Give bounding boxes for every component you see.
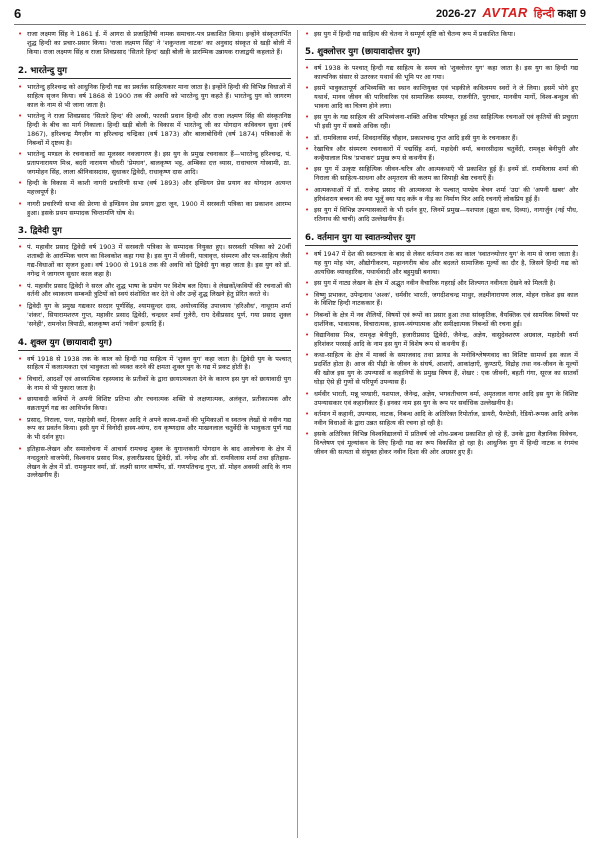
item-text: इसमें भावुकतापूर्ण अभिव्यक्ति का स्थान कान्तियुक्त एवं भड़कीले कवित्वमय स्वरों ने ले लिया। इसमें भोगे हुए यथार्थ, मानव जीवन की पारिवारिक एवं सामाजिक समस्या, राजनीति, पुराचार, मानवीय मार्गो, विश्व-बन्धुत्व की भावना आदि का चित्रण होने लगा। (314, 84, 578, 111)
brand-line (436, 5, 586, 21)
avtar-logo: AVTAR (482, 5, 528, 20)
list-item (305, 311, 578, 329)
list-item (18, 30, 291, 57)
item-text: वर्ष 1947 में देश की स्वतन्त्रता के बाद से लेकर वर्तमान तक का काल 'स्वातन्त्र्योत्तर युग' के नाम से जाना जाता है। यह युग मोह भंग, औद्योगीकरण, महानगरीय बोध और बदलते सामाजिक मूल्यों का दौर है, जिसने हिन्दी गद्य को अत्यधिक व्यावहारिक, यथार्थवादी और बहुमुखी बनाया। (314, 249, 578, 276)
year-label: 2026-27 (435, 8, 477, 20)
item-text: इस युग में विभिन्न उपन्यासकारों के भी दर्शन हुए, जिनमें प्रमुख—यशपाल (झूठा सच, दिव्या), नागार्जुन (नई पौध, रतिनाथ की चाची) आदि उल्लेखनीय हैं। (314, 206, 578, 223)
item-text: भारतेन्दु हरिश्चन्द्र को आधुनिक हिन्दी गद्य का प्रवर्तक साहित्यकार माना जाता है। इन्होंने हिन्दी की विभिन्न विधाओं में साहित्य सृजन किया। वर्ष 1868 से 1900 तक की अवधि को भारतेन्दु युग कहते हैं। भारतेन्दु युग को जागरण काल के नाम से भी जाना जाता है। (27, 82, 291, 109)
bullet-icon: • (305, 113, 310, 122)
list-item (18, 243, 291, 279)
section-heading-shukla: 4. शुक्ल युग (छायावादी युग) (18, 338, 291, 351)
list-item (18, 83, 291, 110)
class-label: कक्षा 9 (557, 8, 586, 20)
bullet-icon: • (305, 310, 310, 319)
header-rule (14, 24, 586, 25)
column-divider (297, 30, 298, 838)
item-text: इस युग में उत्कृष्ट साहित्यिक जीवन-चरित्र और आत्मकथाएँ भी प्रकाशित हुई हैं। इनमें डॉ. रामविलास शर्मा की निराला की साहित्य-साधना और अमृतराय की कलम का सिपाही श्रेष्ठ रचनाएँ हैं। (314, 165, 578, 183)
list-item (18, 200, 291, 218)
item-text: आत्मकथाओं में डॉ. राजेन्द्र प्रसाद की आत्मकथा के पश्चात् पाण्डेय बेचन शर्मा 'उग्र' की 'अपनी खबर' और हरिवंशराय बच्चन की क्या भूलूँ क्या याद करूँ व नीड़ का निर्माण फिर आदि रचनाएँ लोकप्रिय हुई हैं। (314, 185, 578, 203)
item-text: इस युग में नाट्य लेखन के क्षेत्र में अद्भुत नवीन वैचारिक गहराई और शिल्पगत नवीनता देखने को मिलती है। (314, 279, 556, 288)
bullet-icon: • (305, 133, 310, 142)
item-text: वर्तमान में कहानी, उपन्यास, नाटक, निबन्ध आदि के अतिरिक्त रिपोर्ताज, डायरी, फैण्टेसी, रेडियो-रूपक आदि अनेक नवीन विधाओं के द्वारा उन्नत साहित्य की रचना हो रही है। (314, 409, 578, 427)
section-heading-dwivedi: 3. द्विवेदी युग (18, 226, 291, 239)
bullet-icon: • (18, 301, 23, 310)
list-item (18, 282, 291, 300)
shuklottar-list (305, 64, 578, 224)
item-text: निबन्धों के क्षेत्र में नव शैलियों, विषयों एवं रूपों का प्रसार हुआ तथा सांस्कृतिक, वैयक्तिक एवं सामयिक विषयों पर दार्शनिक, भावात्मक, विचारात्मक, हास्य-व्यंग्यात्मक और समीक्षात्मक निबन्धों की रचना हुई। (314, 310, 578, 328)
list-item (305, 250, 578, 277)
bullet-icon: • (305, 351, 310, 360)
list-item (305, 351, 578, 387)
bullet-icon: • (305, 409, 310, 418)
list-item (305, 84, 578, 111)
subject-label: हिन्दी (533, 8, 555, 20)
bullet-icon: • (305, 290, 310, 299)
left-column (18, 30, 291, 483)
bullet-icon: • (18, 111, 23, 120)
bullet-icon: • (305, 389, 310, 398)
bullet-icon: • (18, 354, 23, 363)
bullet-icon: • (305, 145, 310, 154)
bullet-icon: • (18, 374, 23, 383)
item-text: धर्मवीर भारती, मन्नू भण्डारी, यशपाल, जैनेन्द्र, अज्ञेय, भगवतीचरण वर्मा, अमृतलाल नागर आदि इस युग के विशिष्ट उपन्यासकार एवं कहानीकार हैं। इनका नाम इस युग के रूप पर सर्वाधिक उल्लेखनीय है। (314, 389, 578, 407)
item-text: हिन्दी के विकास में काशी नागरी प्रचारिणी सभा (वर्ष 1893) और इण्डियन प्रेस प्रयाग का योगदान अत्यन्त महत्त्वपूर्ण है। (27, 179, 291, 197)
item-text: इस युग के गद्य साहित्य की अभिव्यंजना-शक्ति अधिक परिष्कृत हुई तथा साहित्यिक रचनाओं एवं कृतियों की प्रचुरता भी इसी युग में सबसे अधिक रही। (314, 113, 578, 131)
section-heading-shuklottar: 5. शुक्लोत्तर युग (छायावादोत्तर युग) (305, 47, 578, 60)
item-text: भारतेन्दु मण्डल के रचनाकारों का मूलस्वर नवजागरण है। इस युग के प्रमुख रचनाकार हैं—भारतेन्दु हरिश्चन्द्र, पं. प्रतापनारायण मिश्र, बदरी नारायण चौधरी 'प्रेमघन', बालकृष्ण भट्ट, अम्बिका दत्त व्यास, राधाचरण गोस्वामी, ठा. जगमोहन सिंह, लाला श्रीनिवासदास, सुधाकर द्विवेदी, राधाकृष्ण दास आदि। (27, 150, 291, 176)
item-text: पं. महावीर प्रसाद द्विवेदी ने सरल और शुद्ध भाषा के प्रयोग पर विशेष बल दिया। वे लेखकों/कवियों की रचनाओं की वर्तनी और व्याकरण सम्बन्धी त्रुटियों को स्वयं संशोधित कर देते थे और उन्हें शुद्ध लिखने हेतु प्रेरित करते थे। (27, 281, 291, 299)
bullet-icon: • (18, 444, 23, 453)
list-item (305, 145, 578, 163)
list-item (305, 113, 578, 131)
item-text: पं. महावीर प्रसाद द्विवेदी वर्ष 1903 में सरस्वती पत्रिका के सम्पादक नियुक्त हुए। सरस्वती पत्रिका को 20वीं शताब्दी के आरम्भिक चरण का विश्वकोश कहा गया है। इस युग में जीवनी, यात्रावृत्त, संस्मरण और पत्र-साहित्य जैसी गद्य-विधाओं का सृजन हुआ। वर्ष 1900 से 1918 तक की अवधि को द्विवेदी युग कहा जाता है। इस युग को डॉ. नगेन्द्र ने जागरण सुधार काल कहा है। (27, 243, 291, 279)
list-item (305, 165, 578, 183)
list-item (18, 416, 291, 443)
item-text: इतिहास-लेखन और समालोचना में आचार्य रामचन्द्र शुक्ल के युगान्तकारी योगदान के बाद आलोचना के क्षेत्र में नन्ददुलारे वाजपेयी, विश्वनाथ प्रसाद मिश्र, हजारीप्रसाद द्विवेदी, डॉ. नगेन्द्र और डॉ. रामविलास शर्मा तथा इतिहास-लेखन के क्षेत्र में डॉ. रामकुमार वर्मा, डॉ. लक्ष्मी सागर वार्ष्णेय, डॉ. गणपतिचन्द्र गुप्त, डॉ. मोहन अवस्थी आदि के नाम उल्लेखनीय हैं। (27, 444, 291, 480)
left-intro-list (18, 30, 291, 57)
bullet-icon: • (18, 30, 23, 38)
bullet-icon: • (18, 199, 23, 208)
list-item (305, 64, 578, 82)
dwivedi-list (18, 243, 291, 328)
list-item (305, 331, 578, 349)
item-text: प्रसाद, निराला, पन्त, महादेवी वर्मा, दिनकर आदि ने अपने काव्य-ग्रन्थों की भूमिकाओं व स्वतन्त्र लेखों से नवीन गद्य रूप का प्रवर्तन किया। इसी युग में विनोदी हास्य-व्यंग्य, राय कृष्णदास और माखनलाल चतुर्वेदी के भावुकता पूर्ण गद्य के भी दर्शन हुए। (27, 415, 291, 442)
bullet-icon: • (18, 82, 23, 91)
list-item (305, 410, 578, 428)
bullet-icon: • (305, 279, 310, 288)
item-text: राजा लक्ष्मण सिंह ने 1861 ई. में आगरा से प्रजाहितैषी नामक समाचार-पत्र प्रकाशित किया। इन्होंने संस्कृतगर्भित शुद्ध हिन्दी का प्रचार-प्रसार किया। 'राजा लक्ष्मण सिंह' ने 'शकुन्तला नाटक' का अनुवाद संस्कृत से खड़ी बोली में किया। राजा लक्ष्मण सिंह व राजा शिवप्रसाद 'सितारे हिन्द' खड़ी बोली के प्रारम्भिक उन्नायक राजाद्वयी कहलाते हैं। (27, 30, 291, 56)
right-intro-list (305, 30, 578, 39)
list-item (305, 430, 578, 457)
item-text: वर्ष 1918 से 1938 तक के काल को हिन्दी गद्य साहित्य में 'शुक्ल युग' कहा जाता है। द्विवेदी युग के पश्चात् साहित्य में कलात्मकता एवं भावुकता को व्यक्त करने की क्षमता शुक्ल युग के गद्य में प्रकट होती है। (27, 354, 291, 372)
bullet-icon: • (305, 63, 310, 72)
bullet-icon: • (18, 179, 23, 188)
list-item (18, 355, 291, 373)
list-item (18, 179, 291, 197)
list-item (305, 279, 578, 288)
list-item (305, 206, 578, 224)
list-item (18, 302, 291, 329)
page-header (0, 0, 600, 26)
item-text: विद्यानिवास मिश्र, रामवृक्ष बेनीपुरी, हजारीप्रसाद द्विवेदी, जैनेन्द्र, अज्ञेय, वासुदेवशरण अग्रवाल, महादेवी वर्मा हरिशंकर परसाई आदि के नाम इस युग में विशेष रूप से कथनीय हैं। (314, 331, 578, 349)
page-number: 6 (14, 6, 22, 21)
item-text: इसके अतिरिक्त विभिन्न विश्वविद्यालयों में प्रतिवर्ष जो शोध-प्रबन्ध प्रकाशित हो रहे हैं, उनके द्वारा वैज्ञानिक विवेचन, विश्लेषण एवं मूल्यांकन के लिए हिन्दी गद्य का रूप विकसित हो रहा है। आधुनिक युग में हिन्दी नाटक व रंगमंच जीवन की सत्यता से संयुक्त होकर नवीन दिशा की ओर अग्रसर हुए हैं। (314, 430, 578, 457)
item-text: विष्णु प्रभाकर, उपेन्द्रनाथ 'अश्क', धर्मवीर भारती, जगदीशचन्द्र माथुर, लक्ष्मीनारायण लाल, मोहन राकेश इस काल के विशिष्ट हिन्दी नाटककार हैं। (314, 290, 578, 308)
right-column (305, 30, 578, 459)
item-text: छायावादी कवियों ने अपनी विशिष्ट प्रतिभा और रचनात्मक शक्ति से लक्षणात्मक, अलंकृत, प्रतीकात्मक और वक्रतापूर्ण गद्य का आविर्भाव किया। (27, 395, 291, 413)
section-heading-vartaman: 6. वर्तमान युग या स्वातन्त्र्योत्तर युग (305, 233, 578, 246)
item-text: डॉ. रामविलास शर्मा, शिवदानसिंह चौहान, प्रकाशचन्द्र गुप्त आदि इसी युग के रचनाकार हैं। (314, 133, 518, 142)
list-item (305, 186, 578, 204)
item-text: नागरी प्रचारिणी सभा की प्रेरणा से इण्डियन प्रेस प्रयाग द्वारा जून, 1900 में सरस्वती पत्रिका का प्रकाशन आरम्भ हुआ। इसके प्रथम सम्पादक चिन्तामणि घोष थे। (27, 199, 291, 217)
item-text: इस युग में हिन्दी गद्य साहित्य की चेतना ने सम्पूर्ण सृष्टि को चैतन्य रूप में प्रकाशित किया। (314, 30, 516, 38)
bullet-icon: • (305, 249, 310, 258)
list-item (18, 445, 291, 481)
item-text: भारतेन्दु ने राजा शिवप्रसाद 'सितारे हिन्द' की अरबी, फारसी प्रधान हिन्दी और राजा लक्ष्मण सिंह की संस्कृतनिष्ठ हिन्दी के बीच का मार्ग निकाला। हिन्दी खड़ी बोली के विकास में भारतेन्दु जी का योगदान कविवचन सुधा (वर्ष 1867), हरिश्चन्द्र मैगज़ीन या हरिश्चन्द्र चन्द्रिका (वर्ष 1873) और बालाबोधिनी (वर्ष 1874) पत्रिकाओं के निबन्धों में दृष्टव्य है। (27, 111, 291, 147)
bullet-icon: • (305, 331, 310, 340)
bullet-icon: • (18, 281, 23, 290)
bullet-icon: • (305, 206, 310, 215)
bullet-icon: • (305, 84, 310, 93)
bullet-icon: • (18, 415, 23, 424)
item-text: विचारों, आदर्शों एवं आध्यात्मिक रहस्यवाद के प्रतीकों के द्वारा छायात्मकता देने के कारण इस युग को छायावादी युग के नाम से भी पुकारा जाता है। (27, 374, 291, 392)
list-item (18, 395, 291, 413)
section-heading-bharatendu: 2. भारतेन्दु युग (18, 66, 291, 79)
item-text: रेखाचित्र और संस्मरण रचनाकारों में पद्मसिंह शर्मा, महादेवी वर्मा, बनारसीदास चतुर्वेदी, रामवृक्ष बेनीपुरी और कन्हैयालाल मिश्र 'प्रभाकर' प्रमुख रूप से कथनीय हैं। (314, 145, 578, 163)
bullet-icon: • (18, 395, 23, 404)
bullet-icon: • (305, 165, 310, 174)
item-text: द्विवेदी युग के प्रमुख गद्यकार सरदार पूर्णसिंह, श्यामसुन्दर दास, अयोध्यासिंह उपाध्याय 'हरिऔध', नाथूराम शर्मा 'शंकर', सियारामशरण गुप्त, महावीर प्रसाद द्विवेदी, चन्द्रधर शर्मा गुलेरी, राय देवीप्रसाद पूर्ण, गया प्रसाद शुक्ल 'सनेही', रामनरेश त्रिपाठी, बालकृष्ण शर्मा 'नवीन' इत्यादि हैं। (27, 301, 291, 328)
list-item (305, 134, 578, 143)
bullet-icon: • (305, 185, 310, 194)
list-item (305, 291, 578, 309)
item-text: वर्ष 1938 के पश्चात् हिन्दी गद्य साहित्य के समय को 'शुक्लोत्तर युग' कहा जाता है। इस युग का हिन्दी गद्य काल्पनिक संसार से उतरकर यथार्थ की भूमि पर आ गया। (314, 63, 578, 81)
bullet-icon: • (18, 150, 23, 159)
list-item (305, 30, 578, 39)
shukla-list (18, 355, 291, 481)
bullet-icon: • (305, 430, 310, 439)
item-text: कथा-साहित्य के क्षेत्र में मार्क्स के समाजवाद तथा फ्रायड के मनोविश्लेषणवाद का विशिष्ट सामर्थ्य इस काल में प्रदर्शित होता है। आज की पीढ़ी के जीवन के संघर्ष, आशाएँ, आकांक्षाएँ, कुण्ठाएँ, विद्रोह तथा नव-जीवन के मूल्यों की खोज इस युग के उपन्यासों व कहानियों के प्रमुख विषय हैं, शेखर : एक जीवनी, बहती गंगा, सूरज का सातवाँ घोड़ा ऐसे ही गुणों से परिपूर्ण उपन्यास हैं। (314, 351, 578, 387)
vartaman-list (305, 250, 578, 457)
list-item (305, 390, 578, 408)
list-item (18, 112, 291, 148)
bullet-icon: • (305, 30, 310, 38)
bullet-icon: • (18, 243, 23, 252)
bharatendu-list (18, 83, 291, 218)
list-item (18, 375, 291, 393)
list-item (18, 150, 291, 177)
